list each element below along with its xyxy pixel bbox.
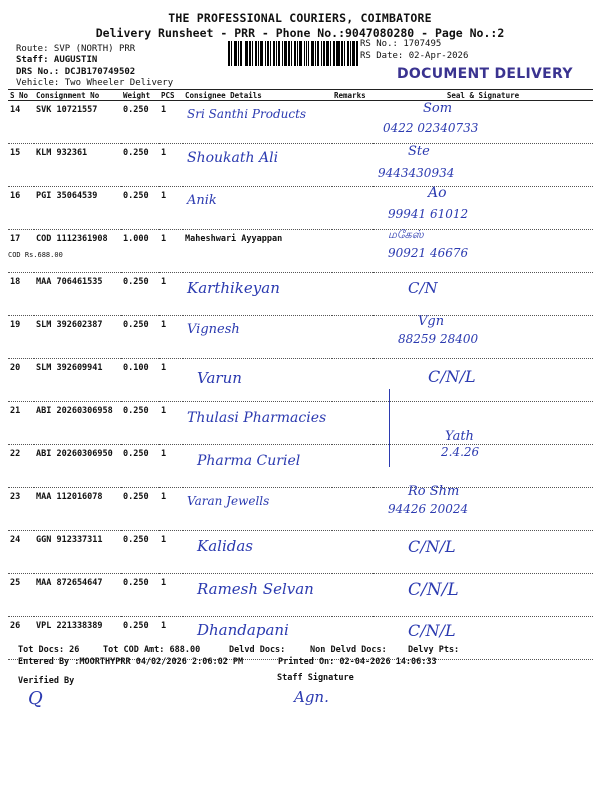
row-pcs: 1 bbox=[159, 144, 183, 187]
handwritten-phone: 94426 20024 bbox=[388, 502, 469, 516]
handwritten-consignee: Ramesh Selvan bbox=[197, 580, 314, 598]
row-pcs: 1 bbox=[159, 187, 183, 230]
handwritten-consignee: Karthikeyan bbox=[187, 279, 280, 297]
row-consignment: MAA 872654647 bbox=[34, 574, 121, 617]
handwritten-consignee: Kalidas bbox=[197, 537, 253, 555]
row-consignment: SVK 10721557 bbox=[34, 101, 121, 144]
row-pcs: 1 bbox=[159, 488, 183, 531]
verified-by-signature: Q bbox=[28, 688, 43, 709]
cod-amount: COD Rs.688.00 bbox=[8, 251, 63, 259]
table-row bbox=[8, 316, 593, 359]
rs-date: RS Date: 02-Apr-2026 bbox=[360, 51, 469, 61]
table-row bbox=[8, 187, 593, 230]
handwritten-signature: Ao bbox=[428, 185, 447, 201]
handwritten-consignee: Anik bbox=[187, 193, 217, 208]
printed-on: Printed On: 02-04-2026 14:06:33 bbox=[278, 657, 437, 667]
row-sno: 19 bbox=[8, 316, 34, 359]
row-sno: 23 bbox=[8, 488, 34, 531]
handwritten-consignee: Varun bbox=[197, 369, 242, 387]
row-consignment: GGN 912337311 bbox=[34, 531, 121, 574]
row-weight: 0.250 bbox=[121, 187, 159, 230]
row-weight: 0.250 bbox=[121, 445, 159, 488]
col-remarks: Remarks bbox=[332, 90, 373, 101]
row-consignment: SLM 392609941 bbox=[34, 359, 121, 402]
row-weight: 0.100 bbox=[121, 359, 159, 402]
col-consignee: Consignee Details bbox=[183, 90, 332, 101]
document-delivery-stamp: DOCUMENT DELIVERY bbox=[397, 66, 573, 82]
row-consignee: Maheshwari Ayyappan bbox=[183, 230, 332, 273]
delivered-docs: Delvd Docs: bbox=[229, 645, 286, 655]
handwritten-phone: 90921 46676 bbox=[388, 246, 469, 260]
delivery-points: Delvy Pts: bbox=[408, 645, 460, 655]
runsheet-subtitle: Delivery Runsheet - PRR - Phone No.:9047080280 - Page No.:2 bbox=[95, 26, 505, 40]
handwritten-phone: 99941 61012 bbox=[388, 207, 469, 221]
row-weight: 0.250 bbox=[121, 488, 159, 531]
row-pcs: 1 bbox=[159, 273, 183, 316]
handwritten-consignee: Shoukath Ali bbox=[187, 150, 279, 166]
table-row bbox=[8, 359, 593, 402]
row-weight: 0.250 bbox=[121, 574, 159, 617]
handwritten-consignee: Varan Jewells bbox=[187, 494, 270, 508]
row-sno: 25 bbox=[8, 574, 34, 617]
drs-label: DRS No.: DCJB170749502 bbox=[16, 67, 136, 77]
row-weight: 0.250 bbox=[121, 144, 159, 187]
row-consignment: VPL 221338389 bbox=[34, 617, 121, 660]
row-pcs: 1 bbox=[159, 617, 183, 660]
signature-bracket bbox=[381, 389, 390, 467]
row-pcs: 1 bbox=[159, 101, 183, 144]
row-sno: 22 bbox=[8, 445, 34, 488]
staff-signature: Agn. bbox=[294, 688, 329, 706]
row-weight: 0.250 bbox=[121, 316, 159, 359]
non-delivered-docs: Non Delvd Docs: bbox=[310, 645, 387, 655]
handwritten-date: 2.4.26 bbox=[441, 445, 480, 459]
total-cod-amount: Tot COD Amt: 688.00 bbox=[103, 645, 201, 655]
row-pcs: 1 bbox=[159, 230, 183, 273]
handwritten-consignee: Sri Santhi Products bbox=[187, 107, 307, 121]
runsheet-table bbox=[8, 89, 593, 660]
handwritten-signature: மகேஸ் bbox=[388, 228, 424, 241]
row-pcs: 1 bbox=[159, 531, 183, 574]
handwritten-signature: Yath bbox=[445, 429, 474, 444]
table-row bbox=[8, 488, 593, 531]
table-row bbox=[8, 531, 593, 574]
row-sno: 14 bbox=[8, 101, 34, 144]
row-sno: 17 bbox=[8, 230, 34, 273]
company-title: THE PROFESSIONAL COURIERS, COIMBATORE bbox=[168, 11, 432, 25]
row-sno: 20 bbox=[8, 359, 34, 402]
row-weight: 1.000 bbox=[121, 230, 159, 273]
handwritten-phone: 0422 02340733 bbox=[383, 121, 479, 135]
row-weight: 0.250 bbox=[121, 402, 159, 445]
handwritten-consignee: Dhandapani bbox=[197, 621, 289, 639]
col-pcs: PCS bbox=[159, 90, 183, 101]
handwritten-signature: Ro Shm bbox=[408, 484, 460, 499]
row-weight: 0.250 bbox=[121, 273, 159, 316]
handwritten-signature: Ste bbox=[408, 144, 430, 159]
row-consignment: MAA 112016078 bbox=[34, 488, 121, 531]
row-sno: 24 bbox=[8, 531, 34, 574]
table-row bbox=[8, 617, 593, 660]
row-consignment: KLM 932361 bbox=[34, 144, 121, 187]
row-consignment: COD 1112361908 bbox=[36, 234, 108, 244]
handwritten-remark: C/N bbox=[408, 279, 438, 297]
handwritten-phone: 88259 28400 bbox=[398, 332, 479, 346]
row-sno: 15 bbox=[8, 144, 34, 187]
row-pcs: 1 bbox=[159, 316, 183, 359]
row-consignment: ABI 20260306950 bbox=[34, 445, 121, 488]
handwritten-remark: C/N/L bbox=[428, 367, 476, 386]
table-row bbox=[8, 230, 593, 273]
staff-signature-label: Staff Signature bbox=[277, 673, 354, 683]
row-sno: 21 bbox=[8, 402, 34, 445]
handwritten-consignee: Thulasi Pharmacies bbox=[187, 410, 327, 426]
row-sno: 26 bbox=[8, 617, 34, 660]
row-pcs: 1 bbox=[159, 402, 183, 445]
row-consignment: PGI 35064539 bbox=[34, 187, 121, 230]
row-weight: 0.250 bbox=[121, 531, 159, 574]
verified-by-label: Verified By bbox=[18, 676, 75, 686]
row-pcs: 1 bbox=[159, 445, 183, 488]
rs-number: RS No.: 1707495 bbox=[360, 39, 442, 49]
row-pcs: 1 bbox=[159, 574, 183, 617]
barcode-image bbox=[228, 41, 358, 66]
col-consignment: Consignment No bbox=[34, 90, 121, 101]
handwritten-remark: C/N/L bbox=[408, 537, 456, 556]
col-signature: Seal & Signature bbox=[373, 90, 593, 101]
table-row bbox=[8, 101, 593, 144]
handwritten-signature: Vgn bbox=[418, 314, 445, 329]
row-consignment: MAA 706461535 bbox=[34, 273, 121, 316]
row-pcs: 1 bbox=[159, 359, 183, 402]
row-weight: 0.250 bbox=[121, 101, 159, 144]
table-row bbox=[8, 144, 593, 187]
col-weight: Weight bbox=[121, 90, 159, 101]
staff-label: Staff: AUGUSTIN bbox=[16, 55, 98, 65]
row-sno: 16 bbox=[8, 187, 34, 230]
table-row bbox=[8, 273, 593, 316]
handwritten-consignee: Vignesh bbox=[187, 322, 240, 337]
total-docs: Tot Docs: 26 bbox=[18, 645, 80, 655]
table-row bbox=[8, 402, 593, 445]
handwritten-signature: Som bbox=[423, 101, 453, 116]
handwritten-remark: C/N/L bbox=[408, 621, 456, 640]
row-consignment: SLM 392602387 bbox=[34, 316, 121, 359]
vehicle-label: Vehicle: Two Wheeler Delivery bbox=[16, 78, 174, 88]
handwritten-remark: C/N/L bbox=[408, 580, 459, 600]
table-header-row bbox=[8, 90, 593, 101]
row-consignment: ABI 20260306958 bbox=[34, 402, 121, 445]
col-sno: S No bbox=[8, 90, 34, 101]
route-label: Route: SVP (NORTH) PRR bbox=[16, 44, 136, 54]
entered-by: Entered By :MOORTHYPRR 04/02/2026 2:06:02 PM bbox=[18, 657, 244, 667]
row-weight: 0.250 bbox=[121, 617, 159, 660]
handwritten-consignee: Pharma Curiel bbox=[197, 453, 301, 469]
handwritten-phone: 9443430934 bbox=[378, 166, 455, 180]
table-row bbox=[8, 445, 593, 488]
table-row bbox=[8, 574, 593, 617]
row-sno: 18 bbox=[8, 273, 34, 316]
